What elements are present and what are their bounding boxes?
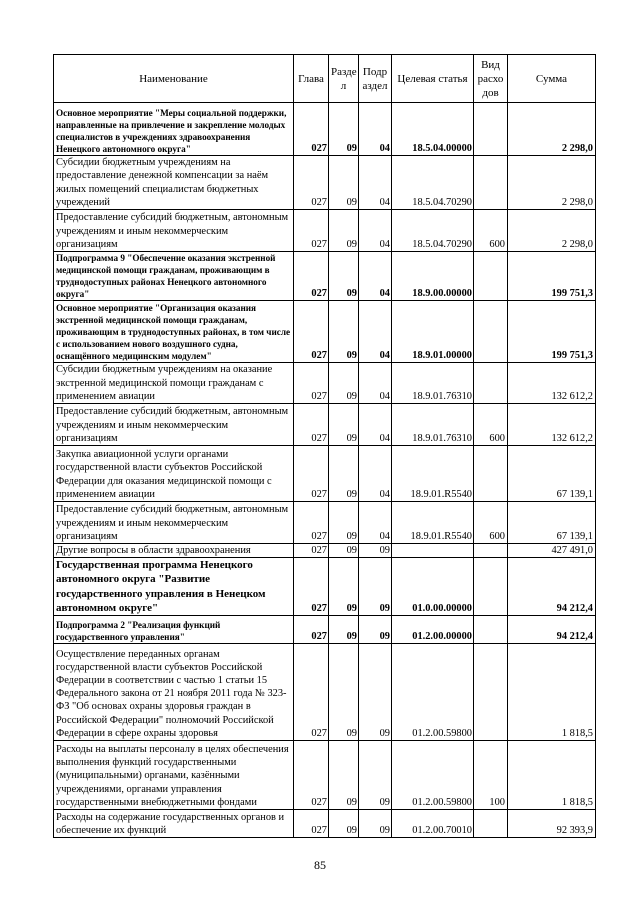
table-row bbox=[54, 741, 596, 810]
row-sum: 67 139,1 bbox=[508, 446, 596, 502]
row-exp-type bbox=[474, 558, 508, 616]
table-row bbox=[54, 644, 596, 741]
row-exp-type: 100 bbox=[474, 741, 508, 810]
row-chapter: 027 bbox=[294, 741, 329, 810]
row-chapter: 027 bbox=[294, 810, 329, 838]
row-subsection: 04 bbox=[359, 210, 392, 252]
row-target: 01.2.00.70010 bbox=[392, 810, 474, 838]
header-sum: Сумма bbox=[508, 55, 596, 103]
row-subsection: 09 bbox=[359, 644, 392, 741]
table-row bbox=[54, 544, 596, 558]
row-subsection: 04 bbox=[359, 502, 392, 544]
table-row bbox=[54, 558, 596, 616]
row-target: 18.9.01.76310 bbox=[392, 363, 474, 404]
row-sum: 199 751,3 bbox=[508, 301, 596, 363]
row-name: Предоставление субсидий бюджетным, автономным учреждениям и иным некоммерческим организациям bbox=[54, 404, 294, 446]
row-section: 09 bbox=[329, 156, 359, 210]
row-sum: 2 298,0 bbox=[508, 210, 596, 252]
row-name: Предоставление субсидий бюджетным, автономным учреждениям и иным некоммерческим организациям bbox=[54, 210, 294, 252]
row-chapter: 027 bbox=[294, 616, 329, 644]
row-sum: 1 818,5 bbox=[508, 644, 596, 741]
row-section: 09 bbox=[329, 810, 359, 838]
row-chapter: 027 bbox=[294, 301, 329, 363]
row-name: Расходы на выплаты персоналу в целях обеспечения выполнения функций государственными (муниципальными) органами, казёнными учреждениями, органами управления государственными внебюджетными фондами bbox=[54, 741, 294, 810]
row-subsection: 09 bbox=[359, 741, 392, 810]
row-chapter: 027 bbox=[294, 644, 329, 741]
header-subsection: Подр аздел bbox=[359, 55, 392, 103]
budget-table bbox=[53, 54, 596, 838]
row-section: 09 bbox=[329, 404, 359, 446]
table-row bbox=[54, 616, 596, 644]
table-row bbox=[54, 502, 596, 544]
row-sum: 67 139,1 bbox=[508, 502, 596, 544]
row-sum: 427 491,0 bbox=[508, 544, 596, 558]
row-subsection: 04 bbox=[359, 252, 392, 301]
table-row bbox=[54, 363, 596, 404]
row-sum: 92 393,9 bbox=[508, 810, 596, 838]
row-chapter: 027 bbox=[294, 210, 329, 252]
row-name: Подпрограмма 9 "Обеспечение оказания экстренной медицинской помощи гражданам, проживающим в труднодоступных районах Ненецкого автономного округа" bbox=[54, 252, 294, 301]
row-sum: 132 612,2 bbox=[508, 404, 596, 446]
row-target: 01.2.00.00000 bbox=[392, 616, 474, 644]
table-row bbox=[54, 210, 596, 252]
row-section: 09 bbox=[329, 301, 359, 363]
row-chapter: 027 bbox=[294, 558, 329, 616]
row-section: 09 bbox=[329, 558, 359, 616]
row-exp-type bbox=[474, 103, 508, 156]
row-target: 18.5.04.70290 bbox=[392, 156, 474, 210]
row-chapter: 027 bbox=[294, 544, 329, 558]
table-row bbox=[54, 103, 596, 156]
row-subsection: 09 bbox=[359, 558, 392, 616]
row-section: 09 bbox=[329, 210, 359, 252]
row-name: Другие вопросы в области здравоохранения bbox=[54, 544, 294, 558]
header-exp-type: Вид расхо дов bbox=[474, 55, 508, 103]
row-section: 09 bbox=[329, 252, 359, 301]
row-target bbox=[392, 544, 474, 558]
row-subsection: 09 bbox=[359, 810, 392, 838]
row-chapter: 027 bbox=[294, 502, 329, 544]
row-section: 09 bbox=[329, 502, 359, 544]
row-exp-type bbox=[474, 616, 508, 644]
row-sum: 1 818,5 bbox=[508, 741, 596, 810]
row-target: 18.9.01.R5540 bbox=[392, 502, 474, 544]
row-target: 01.2.00.59800 bbox=[392, 644, 474, 741]
header-name: Наименование bbox=[54, 55, 294, 103]
row-chapter: 027 bbox=[294, 103, 329, 156]
row-target: 18.9.01.76310 bbox=[392, 404, 474, 446]
row-exp-type: 600 bbox=[474, 502, 508, 544]
row-name: Подпрограмма 2 "Реализация функций государственного управления" bbox=[54, 616, 294, 644]
row-exp-type bbox=[474, 810, 508, 838]
row-name: Субсидии бюджетным учреждениям на предоставление денежной компенсации за наём жилых помещений специалистам бюджетных учреждений bbox=[54, 156, 294, 210]
row-section: 09 bbox=[329, 363, 359, 404]
row-exp-type bbox=[474, 252, 508, 301]
row-exp-type bbox=[474, 446, 508, 502]
table-row bbox=[54, 446, 596, 502]
row-section: 09 bbox=[329, 616, 359, 644]
table-row bbox=[54, 301, 596, 363]
row-sum: 2 298,0 bbox=[508, 156, 596, 210]
row-target: 18.9.01.00000 bbox=[392, 301, 474, 363]
header-section: Разде л bbox=[329, 55, 359, 103]
row-sum: 94 212,4 bbox=[508, 616, 596, 644]
row-chapter: 027 bbox=[294, 404, 329, 446]
row-name: Расходы на содержание государственных органов и обеспечение их функций bbox=[54, 810, 294, 838]
table-row bbox=[54, 156, 596, 210]
row-section: 09 bbox=[329, 446, 359, 502]
row-name: Закупка авиационной услуги органами государственной власти субъектов Российской Федерации для оказания медицинской помощи с применением авиации bbox=[54, 446, 294, 502]
header-chapter: Глава bbox=[294, 55, 329, 103]
row-name: Основное мероприятие "Организация оказания экстренной медицинской помощи гражданам, проживающим в труднодоступных районах, в том числе с использованием нового воздушного судна, оснащённого медицинским модулем" bbox=[54, 301, 294, 363]
table-row bbox=[54, 404, 596, 446]
page-number: 85 bbox=[314, 858, 326, 872]
row-chapter: 027 bbox=[294, 446, 329, 502]
row-chapter: 027 bbox=[294, 363, 329, 404]
row-target: 01.0.00.00000 bbox=[392, 558, 474, 616]
row-subsection: 04 bbox=[359, 103, 392, 156]
row-section: 09 bbox=[329, 644, 359, 741]
header-target: Целевая статья bbox=[392, 55, 474, 103]
row-exp-type bbox=[474, 544, 508, 558]
row-exp-type bbox=[474, 644, 508, 741]
table-row bbox=[54, 810, 596, 838]
row-chapter: 027 bbox=[294, 156, 329, 210]
row-sum: 2 298,0 bbox=[508, 103, 596, 156]
row-sum: 94 212,4 bbox=[508, 558, 596, 616]
row-target: 01.2.00.59800 bbox=[392, 741, 474, 810]
row-subsection: 04 bbox=[359, 404, 392, 446]
row-target: 18.9.00.00000 bbox=[392, 252, 474, 301]
row-sum: 199 751,3 bbox=[508, 252, 596, 301]
row-subsection: 04 bbox=[359, 301, 392, 363]
row-exp-type: 600 bbox=[474, 404, 508, 446]
row-name: Предоставление субсидий бюджетным, автономным учреждениям и иным некоммерческим организациям bbox=[54, 502, 294, 544]
row-subsection: 04 bbox=[359, 156, 392, 210]
row-sum: 132 612,2 bbox=[508, 363, 596, 404]
row-exp-type bbox=[474, 156, 508, 210]
row-section: 09 bbox=[329, 741, 359, 810]
row-target: 18.5.04.70290 bbox=[392, 210, 474, 252]
row-name: Основное мероприятие "Меры социальной поддержки, направленные на привлечение и закрепление молодых специалистов в учреждениях здравоохранения Ненецкого автономного округа" bbox=[54, 103, 294, 156]
row-target: 18.5.04.00000 bbox=[392, 103, 474, 156]
row-exp-type bbox=[474, 301, 508, 363]
row-subsection: 04 bbox=[359, 363, 392, 404]
row-section: 09 bbox=[329, 544, 359, 558]
row-name: Субсидии бюджетным учреждениям на оказание экстренной медицинской помощи гражданам с применением авиации bbox=[54, 363, 294, 404]
header-row bbox=[54, 55, 596, 103]
row-section: 09 bbox=[329, 103, 359, 156]
row-subsection: 09 bbox=[359, 544, 392, 558]
row-name: Государственная программа Ненецкого автономного округа "Развитие государственного управления в Ненецком автономном округе" bbox=[54, 558, 294, 616]
row-chapter: 027 bbox=[294, 252, 329, 301]
table-row bbox=[54, 252, 596, 301]
row-exp-type bbox=[474, 363, 508, 404]
row-subsection: 04 bbox=[359, 446, 392, 502]
row-target: 18.9.01.R5540 bbox=[392, 446, 474, 502]
row-name: Осуществление переданных органам государственной власти субъектов Российской Федерации в соответствии с частью 1 статьи 15 Федерального закона от 21 ноября 2011 года № 323-ФЗ "Об основах охраны здоровья граждан в Российской Федерации" полномочий Российской Федерации в сфере охраны здоровья bbox=[54, 644, 294, 741]
row-subsection: 09 bbox=[359, 616, 392, 644]
row-exp-type: 600 bbox=[474, 210, 508, 252]
